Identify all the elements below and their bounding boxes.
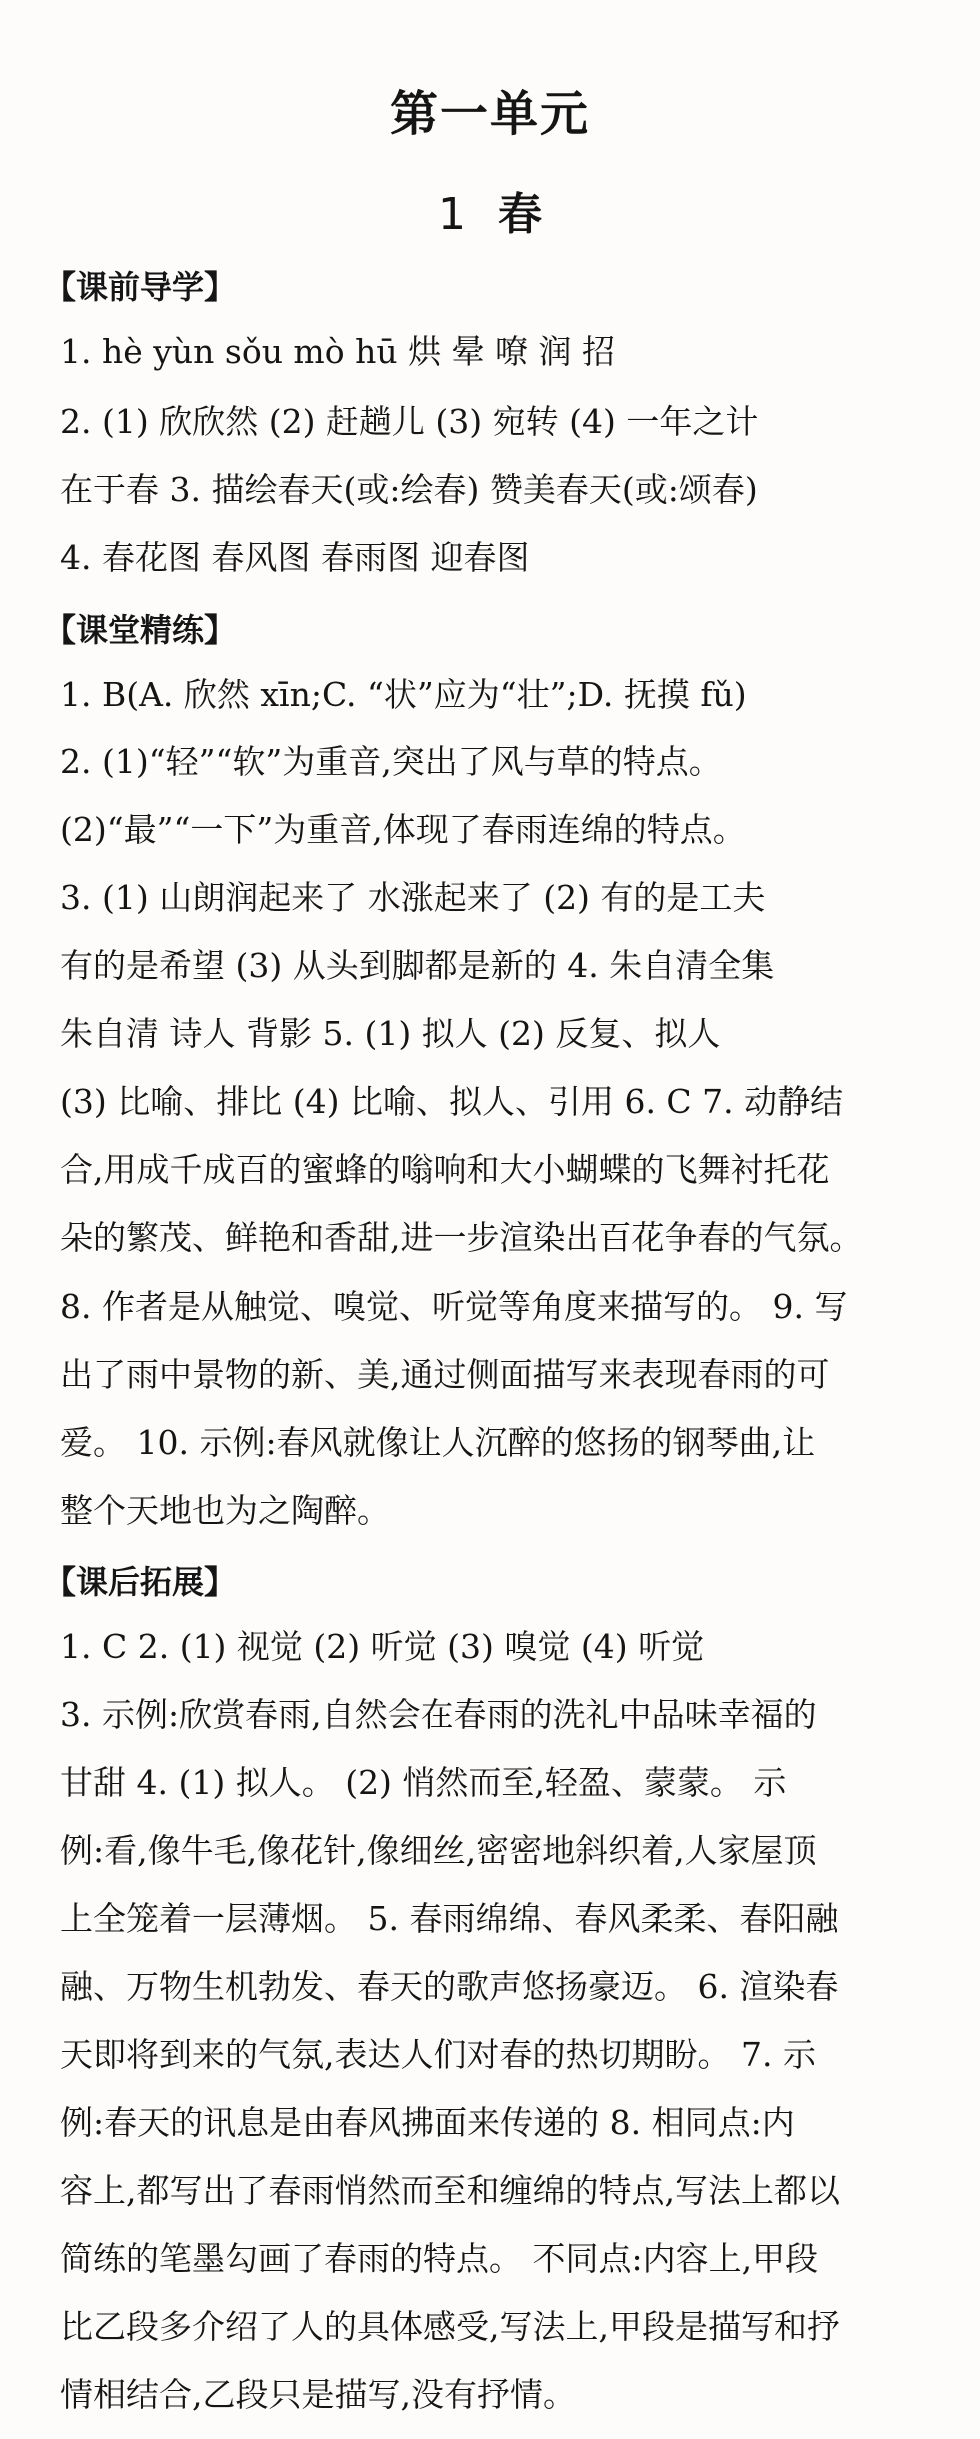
lesson-name: 春 bbox=[498, 189, 542, 240]
section-header-classwork: 【课堂精练】 bbox=[44, 611, 237, 649]
extension-line: 融、万物生机勃发、春天的歌声悠扬豪迈。 6. 渲染春 bbox=[60, 1967, 839, 2006]
lesson-title bbox=[0, 178, 980, 242]
extension-line: 容上,都写出了春雨悄然而至和缠绵的特点,写法上都以 bbox=[60, 2171, 840, 2210]
classwork-line: 1. B(A. 欣然 xīn;C. “状”应为“壮”;D. 抚摸 fǔ) bbox=[60, 675, 747, 714]
extension-line: 3. 示例:欣赏春雨,自然会在春雨的洗礼中品味幸福的 bbox=[60, 1695, 817, 1734]
classwork-line: 朵的繁茂、鲜艳和香甜,进一步渲染出百花争春的气氛。 bbox=[60, 1218, 863, 1257]
extension-line: 例:春天的讯息是由春风拂面来传递的 8. 相同点:内 bbox=[60, 2103, 795, 2142]
preview-line: 在于春 3. 描绘春天(或:绘春) 赞美春天(或:颂春) bbox=[60, 470, 758, 509]
preview-line: 4. 春花图 春风图 春雨图 迎春图 bbox=[60, 538, 530, 577]
extension-line: 情相结合,乙段只是描写,没有抒情。 bbox=[60, 2375, 576, 2414]
preview-line: 2. (1) 欣欣然 (2) 赶趟儿 (3) 宛转 (4) 一年之计 bbox=[60, 402, 759, 441]
section-header-preview: 【课前导学】 bbox=[44, 268, 237, 306]
extension-line: 上全笼着一层薄烟。 5. 春雨绵绵、春风柔柔、春阳融 bbox=[60, 1899, 839, 1938]
unit-title: 第一单元 bbox=[389, 86, 590, 142]
classwork-line: 合,用成千成百的蜜蜂的嗡响和大小蝴蝶的飞舞衬托花 bbox=[60, 1150, 830, 1189]
classwork-line: (3) 比喻、排比 (4) 比喻、拟人、引用 6. C 7. 动静结 bbox=[60, 1082, 844, 1121]
classwork-line: 2. (1)“轻”“软”为重音,突出了风与草的特点。 bbox=[60, 742, 722, 781]
classwork-line: 有的是希望 (3) 从头到脚都是新的 4. 朱自清全集 bbox=[60, 946, 775, 985]
extension-line: 比乙段多介绍了人的具体感受,写法上,甲段是描写和抒 bbox=[60, 2307, 840, 2346]
classwork-line: 3. (1) 山朗润起来了 水涨起来了 (2) 有的是工夫 bbox=[60, 878, 766, 917]
lesson-number: 1 bbox=[438, 189, 466, 240]
classwork-line: (2)“最”“一下”为重音,体现了春雨连绵的特点。 bbox=[60, 810, 746, 849]
preview-line: 1. hè yùn sǒu mò hū 烘 晕 嘹 润 招 bbox=[60, 332, 616, 371]
extension-line: 1. C 2. (1) 视觉 (2) 听觉 (3) 嗅觉 (4) 听觉 bbox=[60, 1627, 705, 1666]
classwork-line: 朱自清 诗人 背影 5. (1) 拟人 (2) 反复、拟人 bbox=[60, 1014, 721, 1053]
extension-line: 例:看,像牛毛,像花针,像细丝,密密地斜织着,人家屋顶 bbox=[60, 1831, 817, 1870]
classwork-line: 爱。 10. 示例:春风就像让人沉醉的悠扬的钢琴曲,让 bbox=[60, 1423, 816, 1462]
extension-line: 简练的笔墨勾画了春雨的特点。 不同点:内容上,甲段 bbox=[60, 2239, 819, 2278]
extension-line: 甘甜 4. (1) 拟人。 (2) 悄然而至,轻盈、蒙蒙。 示 bbox=[60, 1763, 787, 1802]
classwork-line: 8. 作者是从触觉、嗅觉、听觉等角度来描写的。 9. 写 bbox=[60, 1287, 848, 1326]
section-header-extension: 【课后拓展】 bbox=[44, 1563, 237, 1601]
extension-line: 天即将到来的气氛,表达人们对春的热切期盼。 7. 示 bbox=[60, 2035, 816, 2074]
classwork-line: 出了雨中景物的新、美,通过侧面描写来表现春雨的可 bbox=[60, 1355, 830, 1394]
classwork-line: 整个天地也为之陶醉。 bbox=[60, 1491, 390, 1530]
